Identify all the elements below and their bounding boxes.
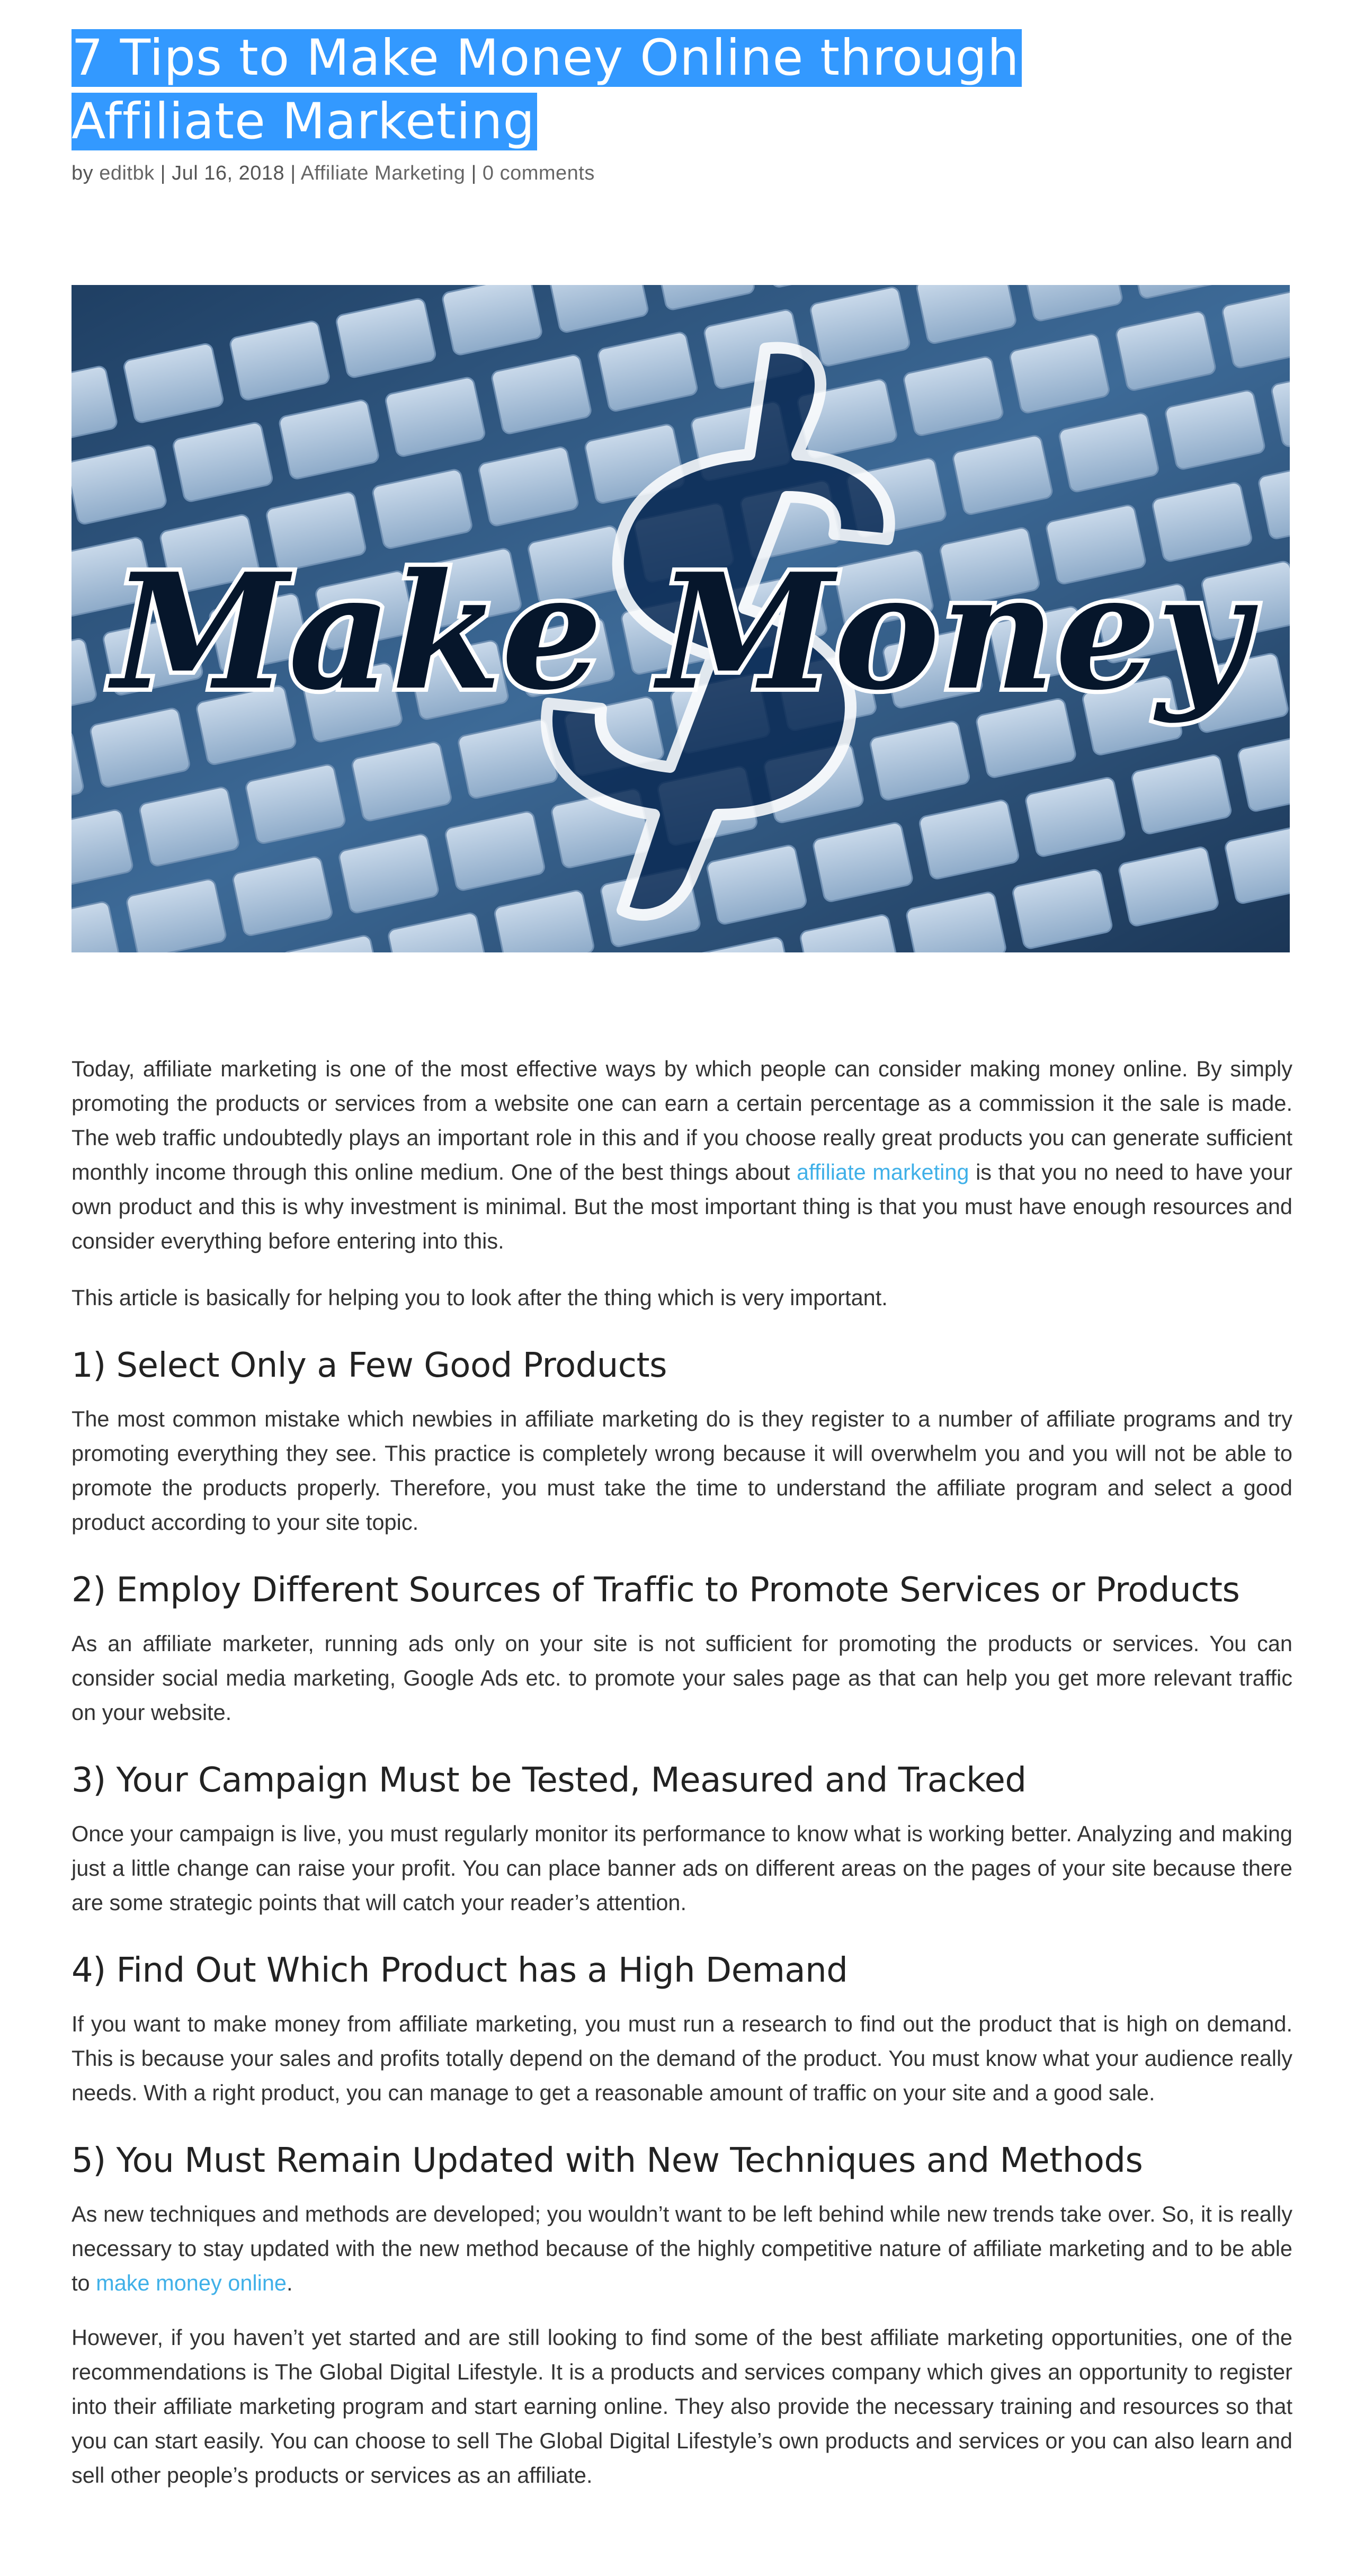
section-heading: 2) Employ Different Sources of Traffic to Promote Services or Products: [72, 1571, 1240, 1610]
post-date: Jul 16, 2018: [172, 162, 285, 184]
section-heading: 1) Select Only a Few Good Products: [72, 1346, 667, 1385]
post-meta: [72, 162, 1173, 185]
closing-paragraph: However, if you haven’t yet started and are still looking to find some of the best affiliate marketing opportunities, one of the recommendations is The Global Digital Lifestyle. It is a products and services company which gives an opportunity to register into their affiliate marketing program and start earning online. They also provide the necessary training and resources so that you can start easily. You can choose to sell The Global Digital Lifestyle’s own products and services or you can also learn and sell other people’s products or services as an affiliate.: [72, 2325, 1292, 2488]
make-money-online-link[interactable]: make money online: [96, 2270, 287, 2295]
section-heading: 5) You Must Remain Updated with New Techniques and Methods: [72, 2141, 1143, 2180]
hero-text: Make Money: [112, 538, 1249, 725]
article-body: [72, 1051, 1292, 2512]
keyboard-illustration: [72, 285, 1290, 952]
intro-paragraph: Today, affiliate marketing is one of the most effective ways by which people can consider making money online. By simply promoting the products or services from a website one can earn a certain percentage as a commission it the sale is made. The web traffic undoubtedly plays an important role in this and if you choose really great products you can generate sufficient monthly income through this online medium. One of the best things about affiliate marketing is that you no need to have your own product and this is why investment is minimal. But the most important thing is that you must have enough resources and consider everything before entering into this.: [72, 1056, 1293, 1253]
meta-separator: |: [154, 162, 172, 184]
section-paragraph: Once your campaign is live, you must regularly monitor its performance to know what is working better. Analyzing and making just a little change can raise your profit. You can place banner ads on different areas on the pages of your site because there are some strategic points that will catch your reader’s attention.: [72, 1821, 1292, 1915]
section-paragraph: If you want to make money from affiliate marketing, you must run a research to find out the product that is high on demand. This is because your sales and profits totally depend on the demand of the product. You must know what your audience really needs. With a right product, you can manage to get a reasonable amount of traffic on your site and a good sale.: [72, 2011, 1292, 2105]
author-link[interactable]: editbk: [99, 162, 155, 184]
section-heading: 3) Your Campaign Must be Tested, Measured and Tracked: [72, 1761, 1027, 1800]
lead-paragraph: This article is basically for helping you to look after the thing which is very important.: [72, 1285, 888, 1310]
featured-image: [72, 285, 1290, 952]
meta-separator: |: [284, 162, 301, 184]
category-link[interactable]: Affiliate Marketing: [300, 162, 466, 184]
meta-by: by: [72, 162, 100, 184]
section-paragraph: As new techniques and methods are developed; you wouldn’t want to be left behind while new trends take over. So, it is really necessary to stay updated with the new method because of the highly competitive nature of affiliate marketing and to be able to make money online.: [72, 2201, 1292, 2295]
post-header: [72, 26, 1173, 185]
comments-link[interactable]: 0 comments: [482, 162, 595, 184]
section-paragraph: As an affiliate marketer, running ads only on your site is not sufficient for promoting the products or services. You can consider social media marketing, Google Ads etc. to promote your sales page as that can help you get more relevant traffic on your website.: [72, 1631, 1292, 1725]
affiliate-marketing-link[interactable]: affiliate marketing: [796, 1160, 969, 1184]
post-title: 7 Tips to Make Money Online through Affiliate Marketing: [72, 26, 1173, 154]
section-heading: 4) Find Out Which Product has a High Demand: [72, 1951, 848, 1990]
section-paragraph: The most common mistake which newbies in affiliate marketing do is they register to a number of affiliate programs and try promoting everything they see. This practice is completely wrong because it will overwhelm you and you will not be able to promote the products properly. Therefore, you must take the time to understand the affiliate program and select a good product according to your site topic.: [72, 1406, 1292, 1535]
meta-separator: |: [465, 162, 483, 184]
